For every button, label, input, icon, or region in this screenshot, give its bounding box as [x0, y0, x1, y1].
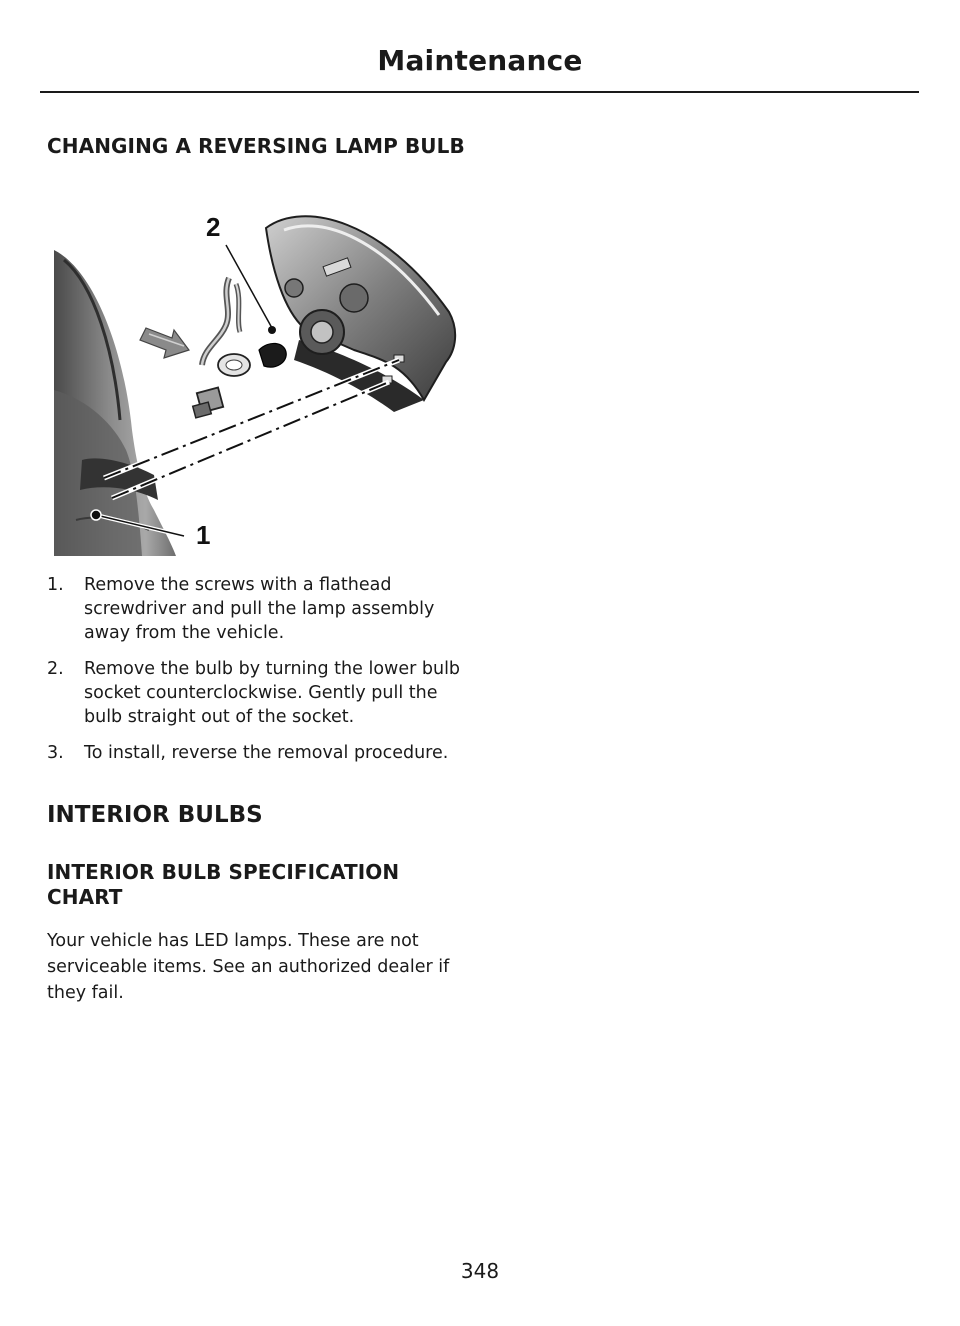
- list-item: [47, 741, 467, 765]
- page-number: 348: [460, 1259, 500, 1283]
- header-divider: [40, 91, 919, 93]
- removal-direction-arrow-icon: [140, 328, 189, 358]
- step-number: 1.: [47, 575, 64, 595]
- step-number: 3.: [47, 743, 64, 763]
- list-item: [47, 573, 467, 645]
- section-title-reversing-lamp: CHANGING A REVERSING LAMP BULB: [47, 134, 465, 158]
- step-text: To install, reverse the removal procedure.: [84, 743, 449, 763]
- step-text: Remove the bulb by turning the lower bulb socket counterclockwise. Gently pull the bulb straight out of the socket.: [84, 659, 461, 727]
- callout-label-2: 2: [206, 212, 221, 242]
- vehicle-body-panel: [54, 250, 176, 556]
- step-text: Remove the screws with a flathead screwdriver and pull the lamp assembly away from the vehicle.: [84, 575, 435, 643]
- page-header-title: Maintenance: [377, 44, 583, 77]
- subsection-title-spec-chart: INTERIOR BULB SPECIFICATION CHART: [47, 860, 400, 909]
- list-item: [47, 657, 467, 729]
- step-number: 2.: [47, 659, 64, 679]
- section-title-interior-bulbs: INTERIOR BULBS: [47, 802, 263, 828]
- reversing-lamp-illustration: [54, 200, 466, 556]
- bulb-and-socket: [193, 278, 286, 418]
- interior-bulbs-body-text: Your vehicle has LED lamps. These are not serviceable items. See an authorized dealer if they fail.: [47, 931, 450, 1003]
- callout-label-1: 1: [196, 520, 211, 550]
- lamp-assembly: [266, 216, 455, 412]
- removal-steps-list: [47, 573, 467, 777]
- callout-2-leader: [226, 245, 276, 334]
